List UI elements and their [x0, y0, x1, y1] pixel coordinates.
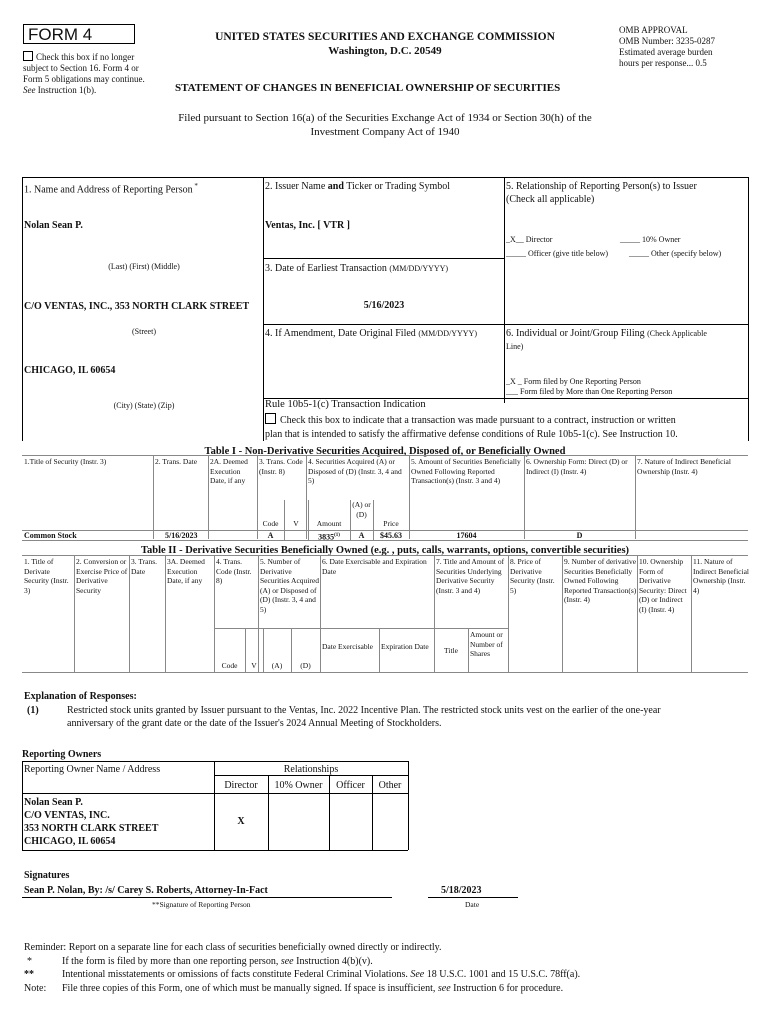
t1-col5-header: 5. Amount of Securities Beneficially Owned Following Reported Transaction(s) (Instr. 3 and 4) [411, 457, 521, 485]
footnote-star: * [27, 956, 32, 967]
signature-caption: **Signature of Reporting Person [152, 900, 251, 909]
no-longer-subject-note: Check this box if no longer subject to Section 16. Form 4 or Form 5 obligations may continue. See Instruction 1(b). [23, 52, 145, 95]
t2-sub-amount: Amount or Number of Shares [470, 630, 503, 658]
t1-col2-header: 2. Trans. Date [155, 457, 198, 466]
t1-col7-header: 7. Nature of Indirect Beneficial Ownership (Instr. 4) [637, 457, 731, 476]
relationship-officer[interactable]: _____ Officer (give title below) [506, 249, 609, 258]
t2-sub-d: (D) [300, 661, 311, 670]
signature-date: 5/18/2023 [441, 885, 482, 896]
t2-sub-code: Code [221, 661, 238, 670]
signer-name: Sean P. Nolan, By: /s/ Carey S. Roberts, Attorney-In-Fact [24, 885, 268, 896]
city-caption: (City) (State) (Zip) [113, 401, 175, 410]
owners-col-officer: Officer [336, 780, 365, 791]
reporting-person-city: CHICAGO, IL 60654 [24, 365, 116, 376]
t1-sub-code: Code [262, 519, 279, 528]
t2-col6-header: 6. Date Exercisable and Expiration Date [322, 557, 427, 576]
filed-pursuant: Filed pursuant to Section 16(a) of the Securities Exchange Act of 1934 or Section 30(h) of the Investment Company Act of 1940 [178, 112, 592, 138]
signatures-heading: Signatures [24, 870, 70, 881]
reporting-person-street: C/O VENTAS, INC., 353 NORTH CLARK STREET [24, 301, 250, 312]
owner-address: Nolan Sean P. C/O VENTAS, INC. 353 NORTH CLARK STREET CHICAGO, IL 60654 [24, 797, 159, 847]
rule-10b5-text: Check this box to indicate that a transaction was made pursuant to a contract, instruction or written plan that is intended to satisfy the affirmative defense conditions of Rule 10b5-1(c). See Instruction 10. [265, 415, 678, 440]
reporting-person-name: Nolan Sean P. [24, 220, 83, 231]
date-caption: Date [465, 900, 480, 909]
t1-row-amount: 3835$^{(1)}$ [318, 532, 340, 542]
t2-col7-header: 7. Title and Amount of Securities Underlying Derivative Security (Instr. 3 and 4) [436, 557, 505, 595]
agency-city: Washington, D.C. 20549 [328, 45, 442, 57]
box4-label: 4. If Amendment, Date Original Filed (MM/DD/YYYY) [265, 328, 477, 339]
issuer-name: Ventas, Inc. [ VTR ] [265, 220, 351, 231]
t2-col11-header: 11. Nature of Indirect Beneficial Ownership (Instr. 4) [693, 557, 750, 595]
t2-col1-header: 1. Title of Derivate Security (Instr. 3) [24, 557, 69, 595]
t2-sub-expiration: Expiration Date [381, 642, 429, 651]
t2-col10-header: 10. Ownership Form of Derivative Security: Direct (D) or Indirect (I) (Instr. 4) [639, 557, 687, 614]
relationship-ten-percent[interactable]: _____ 10% Owner [620, 235, 681, 244]
box1-label: 1. Name and Address of Reporting Person * [24, 182, 198, 196]
footnote-double-star: ** [24, 969, 34, 980]
t1-col2a-header: 2A. Deemed Execution Date, if any [210, 457, 248, 485]
t1-col4-header: 4. Securities Acquired (A) or Disposed of (D) (Instr. 3, 4 and 5) [308, 457, 402, 485]
relationship-other[interactable]: _____ Other (specify below) [629, 249, 722, 258]
filing-multiple-persons[interactable]: ___ Form filed by More than One Reporting Person [506, 387, 673, 396]
t1-row-owned: 17604 [456, 531, 477, 540]
t1-sub-price: Price [383, 519, 399, 528]
t2-col3-header: 3. Trans. Date [131, 557, 158, 576]
t1-sub-amount: Amount [316, 519, 342, 528]
t2-col4-header: 4. Trans. Code (Instr. 8) [216, 557, 252, 585]
relationship-director[interactable]: _X__ Director [506, 235, 553, 244]
earliest-transaction-date: 5/16/2023 [363, 300, 405, 311]
owners-col-relationships: Relationships [283, 764, 339, 775]
t2-col5-header: 5. Number of Derivative Securities Acquired (A) or Disposed of (D) (Instr. 3, 4 and 5) [260, 557, 319, 614]
t2-col3a-header: 3A. Deemed Execution Date, if any [167, 557, 205, 585]
table1-title: Table I - Non-Derivative Securities Acquired, Disposed of, or Beneficially Owned [204, 446, 566, 457]
owners-col-other: Other [378, 780, 402, 791]
t1-sub-v: V [293, 519, 299, 528]
rule-10b5-checkbox[interactable] [265, 413, 276, 424]
t1-col6-header: 6. Ownership Form: Direct (D) or Indirect (I) (Instr. 4) [526, 457, 628, 476]
t1-col1-header: 1.Title of Security (Instr. 3) [24, 457, 107, 466]
street-caption: (Street) [132, 327, 156, 336]
owners-col-ten-percent: 10% Owner [274, 780, 323, 791]
t2-sub-title: Title [444, 646, 458, 655]
t1-row-code: A [267, 531, 274, 540]
t1-row-date: 5/16/2023 [165, 531, 198, 540]
box5-label: 5. Relationship of Reporting Person(s) to Issuer (Check all applicable) [506, 181, 697, 205]
filing-one-person[interactable]: _X _ Form filed by One Reporting Person [506, 377, 641, 386]
box2-label: 2. Issuer Name and Ticker or Trading Symbol [265, 181, 451, 192]
owners-col-name: Reporting Owner Name / Address [24, 764, 161, 775]
no-longer-subject-checkbox[interactable] [23, 51, 33, 61]
explanation-footnote-number: (1) [27, 705, 39, 716]
owner-director-mark: X [237, 816, 245, 827]
t2-sub-date-exercisable: Date Exercisable [322, 642, 374, 651]
footnote-double-star-text: Intentional misstatements or omissions of facts constitute Federal Criminal Violations. See 18 U.S.C. 1001 and 15 U.S.C. 78ff(a). [62, 969, 581, 980]
explanation-footnote-text: Restricted stock units granted by Issuer pursuant to the Ventas, Inc. 2022 Incentive Plan. The restricted stock units vest on the earlier of the one-year anniversary of the grant date or the date of the Issuer's 2024 Annual Meeting of Stockholders. [67, 705, 661, 729]
t1-row-price: $45.63 [380, 531, 402, 540]
name-caption: (Last) (First) (Middle) [108, 262, 180, 271]
omb-approval: OMB APPROVAL OMB Number: 3235-0287 Estimated average burden hours per response... 0.5 [619, 25, 715, 68]
t2-col9-header: 9. Number of derivative Securities Beneficially Owned Following Reported Transaction(s) (Instr. 4) [564, 557, 637, 604]
rule-10b5-title: Rule 10b5-1(c) Transaction Indication [265, 399, 426, 410]
statement-title: STATEMENT OF CHANGES IN BENEFICIAL OWNERSHIP OF SECURITIES [175, 82, 561, 94]
footnote-star-text: If the form is filed by more than one reporting person, see Instruction 4(b)(v). [62, 956, 373, 967]
t1-col3-header: 3. Trans. Code (Instr. 8) [259, 457, 303, 476]
t2-sub-a: (A) [271, 661, 283, 670]
t1-row-aord: A [358, 531, 365, 540]
agency-name: UNITED STATES SECURITIES AND EXCHANGE COMMISSION [215, 31, 555, 43]
table2-title: Table II - Derivative Securities Beneficially Owned (e.g. , puts, calls, warrants, options, convertible securities) [140, 545, 630, 556]
reminder-text: Reminder: Report on a separate line for each class of securities beneficially owned directly or indirectly. [24, 942, 442, 953]
t1-sub-aord: (A) or (D) [352, 500, 371, 519]
t2-col2-header: 2. Conversion or Exercise Price of Derivative Security [76, 557, 128, 595]
box6-label: 6. Individual or Joint/Group Filing (Check Applicable Line) [506, 328, 707, 351]
t2-col8-header: 8. Price of Derivative Security (Instr. 5) [510, 557, 555, 595]
t1-row-title: Common Stock [24, 531, 77, 540]
note-label: Note: [24, 983, 47, 994]
reporting-owners-heading: Reporting Owners [22, 749, 102, 760]
t2-sub-v: V [251, 661, 257, 670]
form-title: FORM 4 [23, 24, 135, 44]
note-text: File three copies of this Form, one of which must be manually signed. If space is insufficient, see Instruction 6 for procedure. [62, 983, 564, 994]
box3-label: 3. Date of Earliest Transaction (MM/DD/YYYY) [265, 263, 449, 274]
owners-col-director: Director [224, 780, 258, 791]
explanation-heading: Explanation of Responses: [24, 691, 137, 702]
t1-row-form: D [576, 531, 583, 540]
